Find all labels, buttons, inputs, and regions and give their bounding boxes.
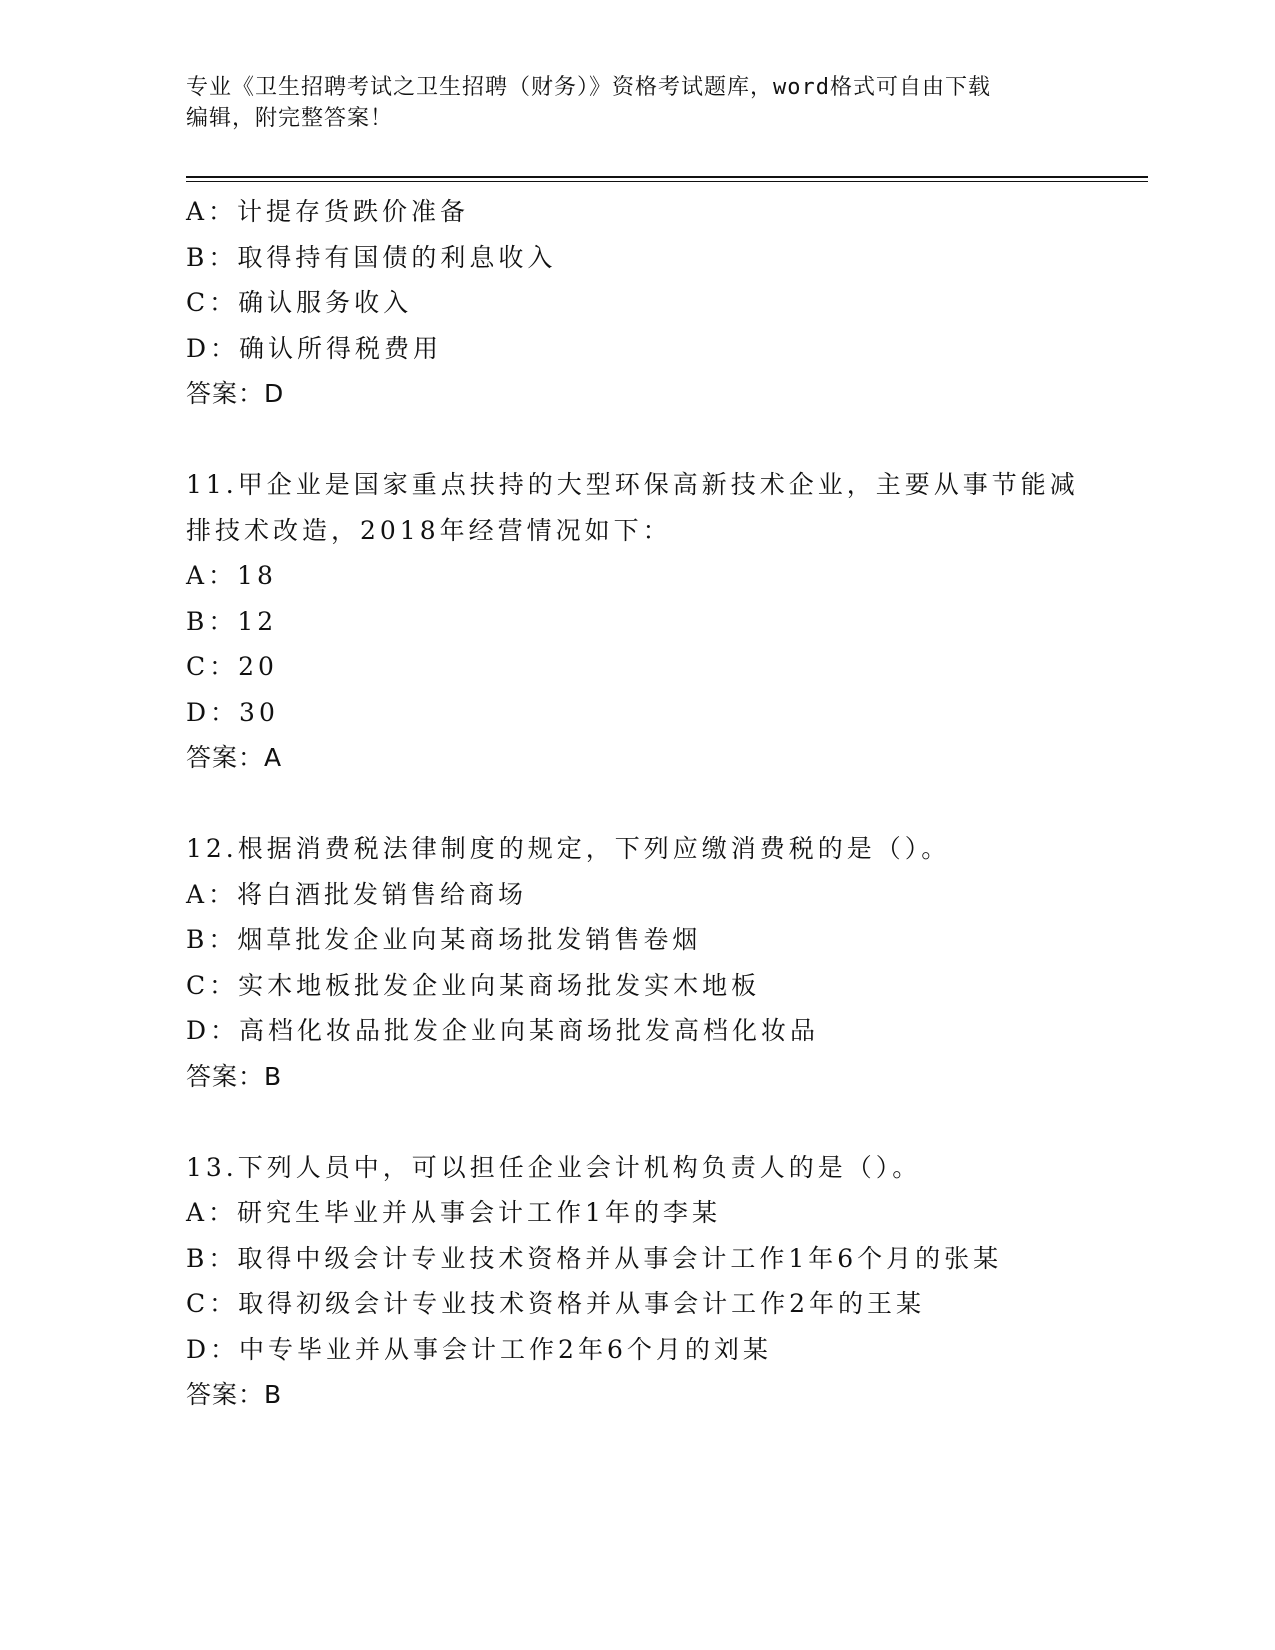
question-list: [186, 189, 1086, 1418]
option-b: B：12: [186, 606, 278, 636]
question-13: [186, 1145, 1086, 1418]
question-12: [186, 826, 1086, 1099]
option-a: A：18: [186, 561, 277, 590]
answer: 答案：B: [186, 1380, 283, 1409]
answer: 答案：B: [186, 1061, 283, 1091]
header-divider-thin: [186, 181, 1148, 182]
option-c: C：20: [186, 652, 278, 681]
option-b: B：取得中级会计专业技术资格并从事会计工作1年6个月的张某: [186, 1243, 1003, 1273]
question-stem: 12.根据消费税法律制度的规定，下列应缴消费税的是（）。: [186, 834, 951, 863]
question-stem: 13.下列人员中，可以担任企业会计机构负责人的是（）。: [186, 1152, 922, 1182]
header-divider-thick: [186, 176, 1148, 178]
spacer: [186, 417, 1086, 463]
question-11: [186, 462, 1086, 781]
option-d: D：30: [186, 697, 279, 727]
answer: 答案：D: [186, 379, 285, 408]
spacer: [186, 781, 1086, 827]
question-stem-continued: 排技术改造，2018年经营情况如下：: [186, 515, 672, 545]
option-a: A：计提存货跌价准备: [186, 197, 470, 226]
spacer: [186, 1099, 1086, 1145]
answer: 答案：A: [186, 743, 283, 772]
document-header: [186, 72, 1066, 134]
question-10: [186, 189, 1086, 417]
option-a: A：研究生毕业并从事会计工作1年的李某: [186, 1198, 721, 1227]
option-a: A：将白酒批发销售给商场: [186, 879, 528, 909]
option-d: D：高档化妆品批发企业向某商场批发高档化妆品: [186, 1016, 820, 1045]
option-d: D：中专毕业并从事会计工作2年6个月的刘某: [186, 1334, 772, 1364]
option-c: C：确认服务收入: [186, 288, 413, 317]
option-b: B：烟草批发企业向某商场批发销售卷烟: [186, 925, 702, 954]
header-line-1: 专业《卫生招聘考试之卫生招聘（财务）》资格考试题库，word格式可自由下载: [186, 75, 991, 100]
header-line-2: 编辑，附完整答案！: [186, 106, 394, 131]
option-c: C：取得初级会计专业技术资格并从事会计工作2年的王某: [186, 1289, 926, 1318]
option-d: D：确认所得税费用: [186, 333, 443, 363]
option-b: B：取得持有国债的利息收入: [186, 242, 557, 272]
question-stem: 11.甲企业是国家重点扶持的大型环保高新技术企业，主要从事节能减: [186, 470, 1079, 499]
option-c: C：实木地板批发企业向某商场批发实木地板: [186, 970, 761, 1000]
